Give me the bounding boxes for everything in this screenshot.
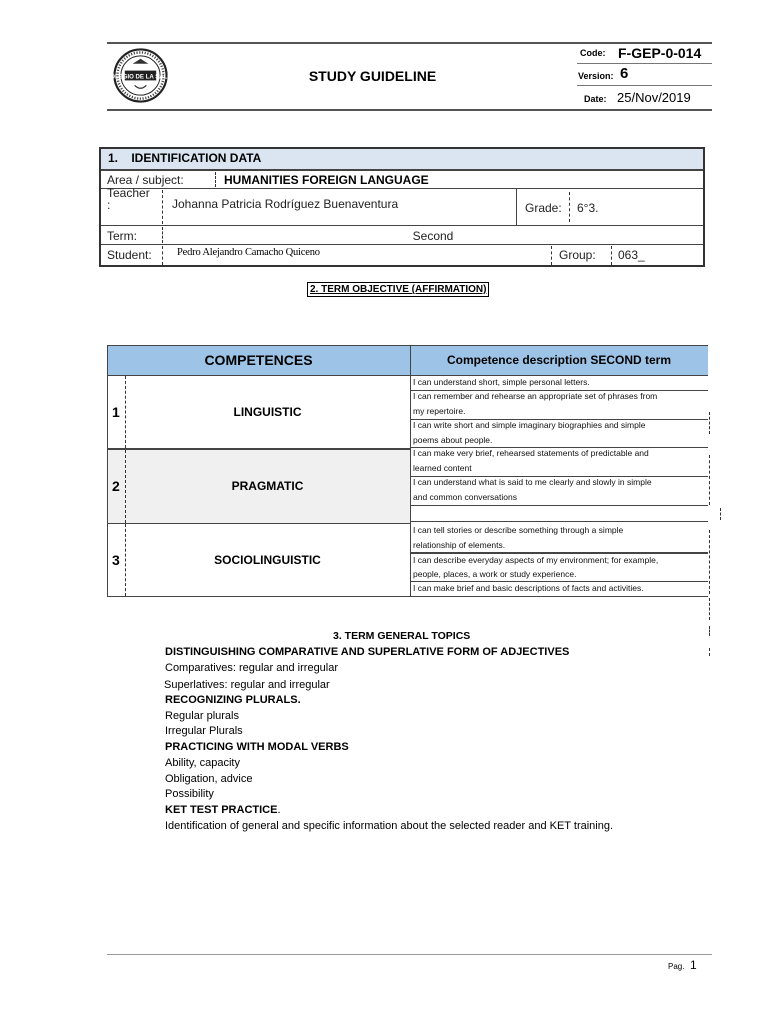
teacher-label-line-2: : [107,198,111,212]
version-value: 6 [620,65,629,82]
row3-desc-rule-3 [410,596,708,597]
row1-number: 1 [112,404,120,420]
topics-title: 3. TERM GENERAL TOPICS [333,630,471,642]
id-rule-1 [101,169,703,171]
edge-mark-6 [709,626,710,636]
row1-desc-2: I can remember and rehearse an appropriate set of phrases from [413,391,658,401]
date-value: 25/Nov/2019 [617,90,691,105]
edge-mark-2 [709,455,710,505]
area-label: Area / subject: [107,173,184,187]
topic-item: Possibility [165,788,214,800]
row3-name: SOCIOLINGUISTIC [214,553,321,567]
id-rule-3 [101,225,703,226]
identification-heading: 1. IDENTIFICATION DATA [108,151,262,165]
row3-desc-3: I can describe everyday aspects of my environment; for example, [413,555,659,565]
group-value-divider [611,246,612,265]
teacher-label-line-1: Teacher [107,186,150,200]
student-divider [162,246,163,265]
row2-bottom-rule [107,523,410,524]
student-value: Pedro Alejandro Camacho Quiceno [177,247,320,258]
code-rule [577,63,712,64]
row3-desc-2: relationship of elements. [413,540,506,550]
term-divider [162,227,163,243]
row1-desc-5: poems about people. [413,435,493,445]
ket-heading-suffix: . [277,804,281,816]
competences-col-header: COMPETENCES [204,352,313,368]
topic-heading-modals: PRACTICING WITH MODAL VERBS [165,741,349,753]
description-col-header: Competence description SECOND term [446,353,672,367]
page-label: Pag. [668,962,685,971]
topic-heading-plurals: RECOGNIZING PLURALS. [165,694,301,706]
id-rule-2 [101,188,703,189]
row2-desc-3: I can understand what is said to me clearly and slowly in simple [413,477,652,487]
row2-name: PRAGMATIC [231,479,304,493]
date-label: Date: [584,94,607,104]
area-value: HUMANITIES FOREIGN LANGUAGE [224,173,429,187]
row3-desc-1: I can tell stories or describe something through a simple [413,525,624,535]
topic-item: Comparatives: regular and irregular [165,662,339,674]
version-rule [577,85,712,86]
footer-rule [107,954,712,955]
row2-desc-rule-2 [410,505,708,506]
student-label: Student: [107,248,152,262]
row2-desc-1: I can make very brief, rehearsed statements of predictable and [413,448,649,458]
edge-mark-7 [709,648,710,656]
topic-item: Identification of general and specific information about the selected reader and KET training. [165,820,614,832]
teacher-value: Johanna Patricia Rodríguez Buenaventura [172,197,399,211]
edge-mark-3 [720,508,721,520]
row1-desc-4: I can write short and simple imaginary biographies and simple [413,420,646,430]
edge-mark-1 [709,412,710,434]
page-number: 1 [690,958,697,972]
logo-text: COLEGIO DE LA SALLE [105,73,176,81]
row1-desc-1: I can understand short, simple personal letters. [413,377,590,387]
version-label: Version: [578,71,614,81]
area-divider [215,172,216,187]
row1-name: LINGUISTIC [233,405,302,419]
row2-desc-4: and common conversations [413,492,517,502]
code-label: Code: [580,48,606,58]
edge-mark-5 [709,598,710,620]
teacher-label [107,187,150,211]
row3-number: 3 [112,552,120,568]
row3-desc-4: people, places, a work or study experience. [413,569,577,579]
topic-item: Obligation, advice [165,773,253,785]
term-label: Term: [107,229,137,243]
topic-item: Irregular Plurals [165,725,243,737]
row1-desc-3: my repertoire. [413,406,466,416]
document-title: STUDY GUIDELINE [308,68,437,84]
row2-desc-2: learned content [413,463,472,473]
topic-heading-adjectives: DISTINGUISHING COMPARATIVE AND SUPERLATIVE FORM OF ADJECTIVES [165,646,570,658]
edge-mark-4 [709,530,710,594]
ct-mid-rule [410,345,411,596]
grade-value-divider [569,192,570,222]
id-rule-4 [101,244,703,245]
ct-bottom-rule [107,596,410,597]
topic-item: Regular plurals [165,710,239,722]
row3-desc-5: I can make brief and basic descriptions of facts and activities. [413,583,644,593]
group-label: Group: [559,248,596,262]
row2-number: 2 [112,478,120,494]
school-logo [105,48,176,103]
code-value: F-GEP-0-014 [618,45,702,61]
topic-item: Superlatives: regular and irregular [164,679,330,691]
objective-title: 2. TERM OBJECTIVE (AFFIRMATION) [307,282,489,297]
topic-heading-ket [165,804,281,816]
group-value: 063_ [618,248,645,262]
grade-value: 6°3. [577,201,599,215]
ket-heading-text: KET TEST PRACTICE [165,804,278,816]
ct-top-rule [107,345,708,346]
row2-desc-rule-3 [410,521,708,522]
group-divider [551,246,552,265]
term-value: Second [412,229,454,243]
header-top-rule [107,42,712,44]
grade-label: Grade: [525,201,562,215]
teacher-divider [162,190,163,224]
grade-divider [516,189,517,225]
header-bottom-rule [107,109,712,111]
topic-item: Ability, capacity [165,757,240,769]
